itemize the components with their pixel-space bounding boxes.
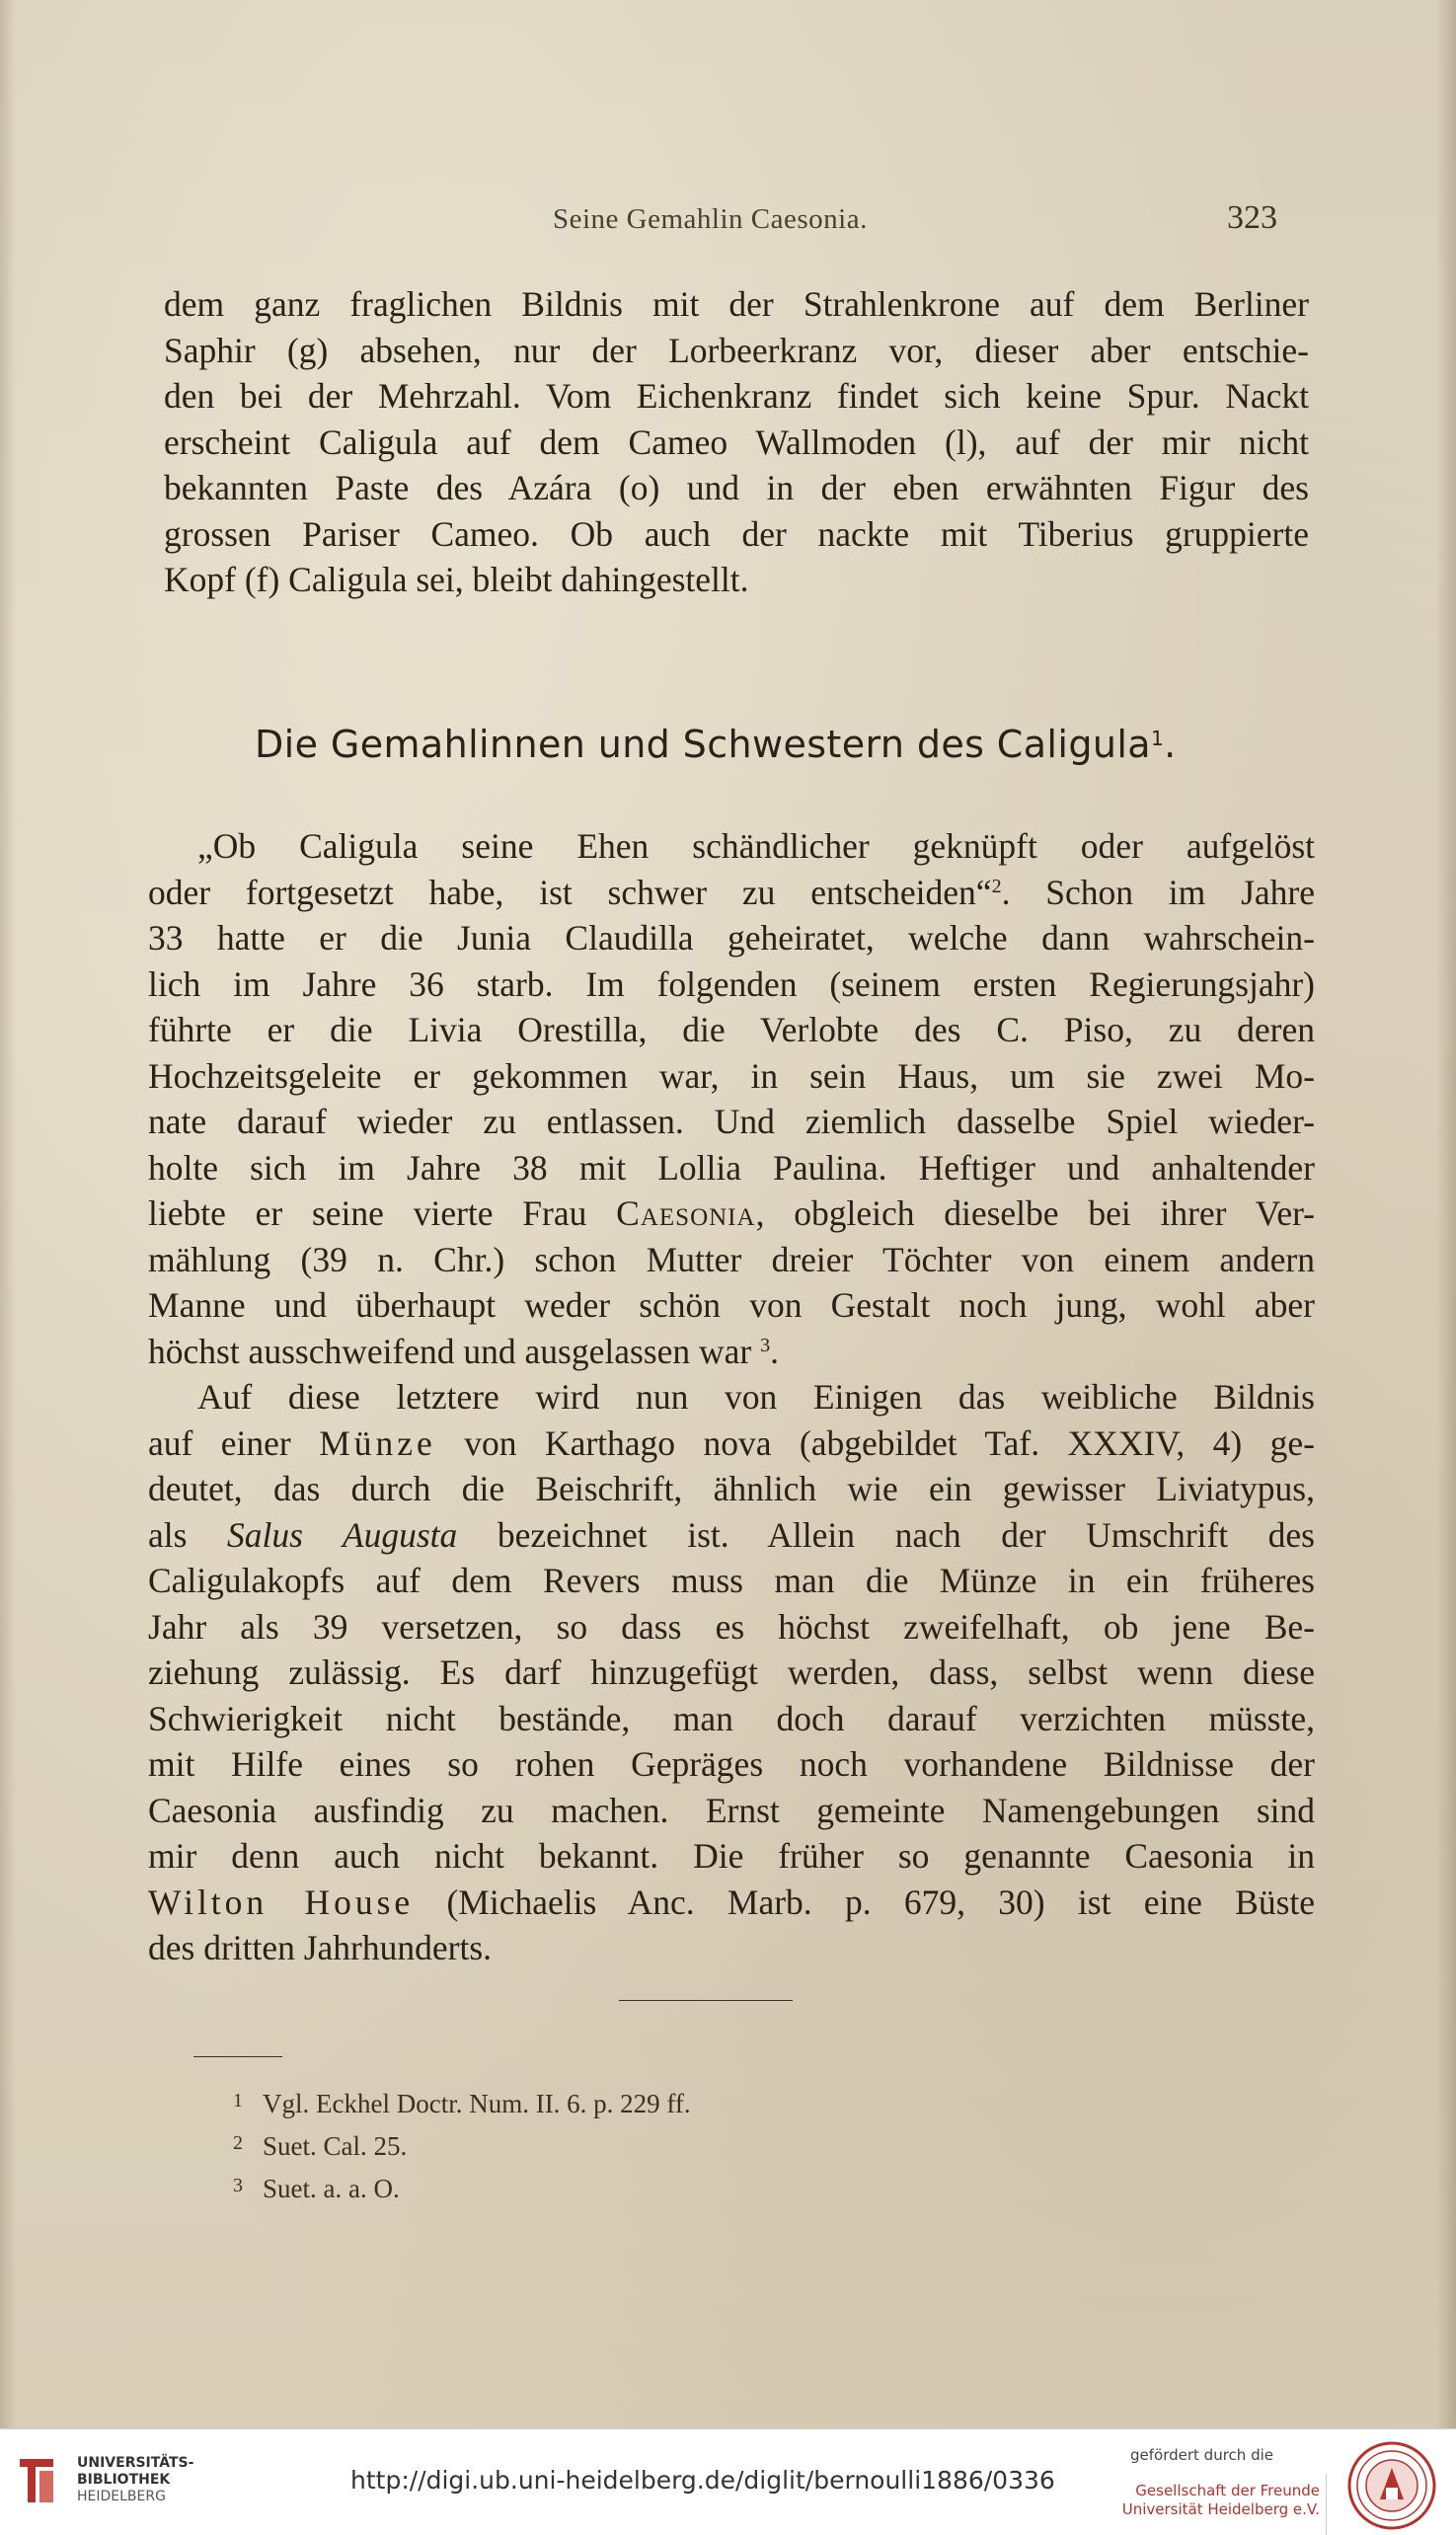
running-head: Seine Gemahlin Caesonia.	[553, 203, 868, 235]
text-line: grossen Pariser Cameo. Ob auch der nackte mit Tiberius gruppierte	[164, 513, 1309, 554]
text-line: 33 hatte er die Junia Claudilla geheiratet, welche dann wahrschein-	[148, 918, 1315, 958]
permalink-url[interactable]: http://digi.ub.uni-heidelberg.de/diglit/bernoulli1886/0336	[350, 2466, 1055, 2495]
library-line: HEIDELBERG	[77, 2489, 166, 2504]
library-logo-icon[interactable]	[14, 2451, 59, 2510]
sponsor-divider	[1326, 2474, 1327, 2535]
paragraph-2	[148, 823, 1315, 1971]
text-line: bekannten Paste des Azára (o) und in der eben erwähnten Figur des	[164, 468, 1309, 507]
text-line: den bei der Mehrzahl. Vom Eichenkranz findet sich keine Spur. Nackt	[164, 376, 1309, 416]
text-line: des dritten Jahrhunderts.	[148, 1928, 493, 1967]
section-heading-text: Die Gemahlinnen und Schwestern des Caligula	[255, 723, 1151, 766]
spaced-term: Münze	[319, 1422, 436, 1463]
university-seal-icon[interactable]	[1342, 2440, 1441, 2531]
library-name[interactable]	[77, 2455, 193, 2505]
italic-term: Salus Augusta	[227, 1514, 458, 1555]
section-heading	[255, 723, 1222, 766]
footnote-number: 1	[233, 2090, 243, 2112]
footnote-text: Suet. a. a. O.	[263, 2174, 400, 2203]
page-edge-right	[1436, 0, 1456, 2428]
text-line	[148, 1329, 1315, 1375]
text-line: Schwierigkeit nicht bestände, man doch darauf verzichten müsste,	[148, 1698, 1315, 1738]
text-run: (Michaelis Anc. Marb. p. 679, 30) ist eine Büste	[446, 1882, 1315, 1922]
library-line: BIBLIOTHEK	[77, 2472, 171, 2488]
text-line: dem ganz fraglichen Bildnis mit der Strahlenkrone auf dem Berliner	[164, 284, 1309, 324]
text-line: mir denn auch nicht bekannt. Die früher so genannte Caesonia in	[148, 1836, 1315, 1876]
text-line	[148, 1191, 1315, 1237]
text-run: als	[148, 1514, 188, 1555]
text-line: nate darauf wieder zu entlassen. Und ziemlich dasselbe Spiel wieder-	[148, 1102, 1315, 1141]
text-run: bezeichnet ist. Allein nach der Umschrift des	[497, 1514, 1315, 1555]
text-line: Saphir (g) absehen, nur der Lorbeerkranz vor, dieser aber entschie-	[164, 330, 1309, 370]
text-line: mählung (39 n. Chr.) schon Mutter dreier Töchter von einem andern	[148, 1239, 1315, 1279]
text-line: lich im Jahre 36 starb. Im folgenden (seinem ersten Regierungsjahr)	[148, 963, 1315, 1004]
footnote-ref[interactable]: 2	[991, 875, 1002, 897]
text-line: ziehung zulässig. Es darf hinzugefügt werden, dass, selbst wenn diese	[148, 1652, 1315, 1692]
text-line: deutet, das durch die Beischrift, ähnlich wie ein gewisser Liviatypus,	[148, 1469, 1315, 1508]
text-line: erscheint Caligula auf dem Cameo Wallmoden (l), auf der mir nicht	[164, 422, 1309, 462]
sponsor-line: Universität Heidelberg e.V.	[1121, 2500, 1320, 2518]
text-run: von Karthago nova (abgebildet Taf. XXXIV, 4) ge-	[464, 1422, 1316, 1463]
text-line	[148, 1880, 1315, 1926]
page-number: 323	[1227, 199, 1277, 236]
text-line: „Ob Caligula seine Ehen schändlicher geknüpft oder aufgelöst	[197, 826, 1315, 866]
text-line: Manne und überhaupt weder schön von Gestalt noch jung, wohl aber	[148, 1285, 1315, 1325]
text-line	[148, 1421, 1315, 1467]
page-edge-left	[0, 0, 16, 2428]
section-end-rule	[619, 2000, 793, 2001]
text-line	[148, 1512, 1315, 1559]
text-run: oder fortgesetzt habe, ist schwer zu entscheiden“	[148, 872, 992, 912]
footnote-2	[233, 2123, 691, 2166]
text-run: auf einer	[148, 1422, 291, 1463]
footnote-number: 2	[233, 2132, 243, 2154]
text-run: höchst ausschweifend und ausgelassen war	[148, 1331, 752, 1371]
text-line: führte er die Livia Orestilla, die Verlobte des C. Piso, zu deren	[148, 1010, 1315, 1049]
text-line: Hochzeitsgeleite er gekommen war, in sein Haus, um sie zwei Mo-	[148, 1055, 1315, 1096]
name-caesonia: Caesonia	[616, 1193, 756, 1233]
footnote-text: Suet. Cal. 25.	[263, 2131, 408, 2161]
text-line: Kopf (f) Caligula sei, bleibt dahingestellt.	[164, 560, 749, 599]
text-run: . Schon im Jahre	[1001, 872, 1315, 912]
heading-period: .	[1164, 723, 1177, 766]
footnote-ref[interactable]: 3	[760, 1334, 771, 1356]
sponsor-name	[1083, 2482, 1320, 2519]
footnote-ref[interactable]: 1	[1151, 727, 1165, 750]
text-line: Caesonia ausfindig zu machen. Ernst gemeinte Namengebungen sind	[148, 1790, 1315, 1830]
text-line: Caligulakopfs auf dem Revers muss man die Münze in ein früheres	[148, 1561, 1315, 1600]
sponsor-intro: gefördert durch die	[1130, 2446, 1273, 2464]
text-line: Auf diese letztere wird nun von Einigen das weibliche Bildnis	[197, 1377, 1315, 1417]
footnote-1	[233, 2081, 691, 2123]
text-line	[148, 870, 1315, 916]
footnote-3	[233, 2166, 691, 2208]
paragraph-1	[164, 281, 1309, 603]
text-line: holte sich im Jahre 38 mit Lollia Paulina. Heftiger und anhaltender	[148, 1147, 1315, 1188]
sponsor-line: Gesellschaft der Freunde	[1135, 2482, 1320, 2499]
spaced-term: Wilton House	[148, 1882, 415, 1922]
library-line: UNIVERSITÄTS-	[77, 2455, 194, 2471]
footnote-number: 3	[233, 2175, 243, 2196]
text-line: Jahr als 39 versetzen, so dass es höchst zweifelhaft, ob jene Be-	[148, 1606, 1315, 1647]
footnotes	[233, 2081, 691, 2208]
text-run: .	[770, 1331, 779, 1371]
text-run: liebte er seine vierte Frau	[148, 1193, 587, 1233]
footnote-text: Vgl. Eckhel Doctr. Num. II. 6. p. 229 ff.	[263, 2089, 691, 2118]
footnote-rule	[193, 2056, 282, 2057]
text-line: mit Hilfe eines so rohen Gepräges noch vorhandene Bildnisse der	[148, 1744, 1315, 1784]
text-run: , obgleich dieselbe bei ihrer Ver-	[755, 1193, 1316, 1233]
